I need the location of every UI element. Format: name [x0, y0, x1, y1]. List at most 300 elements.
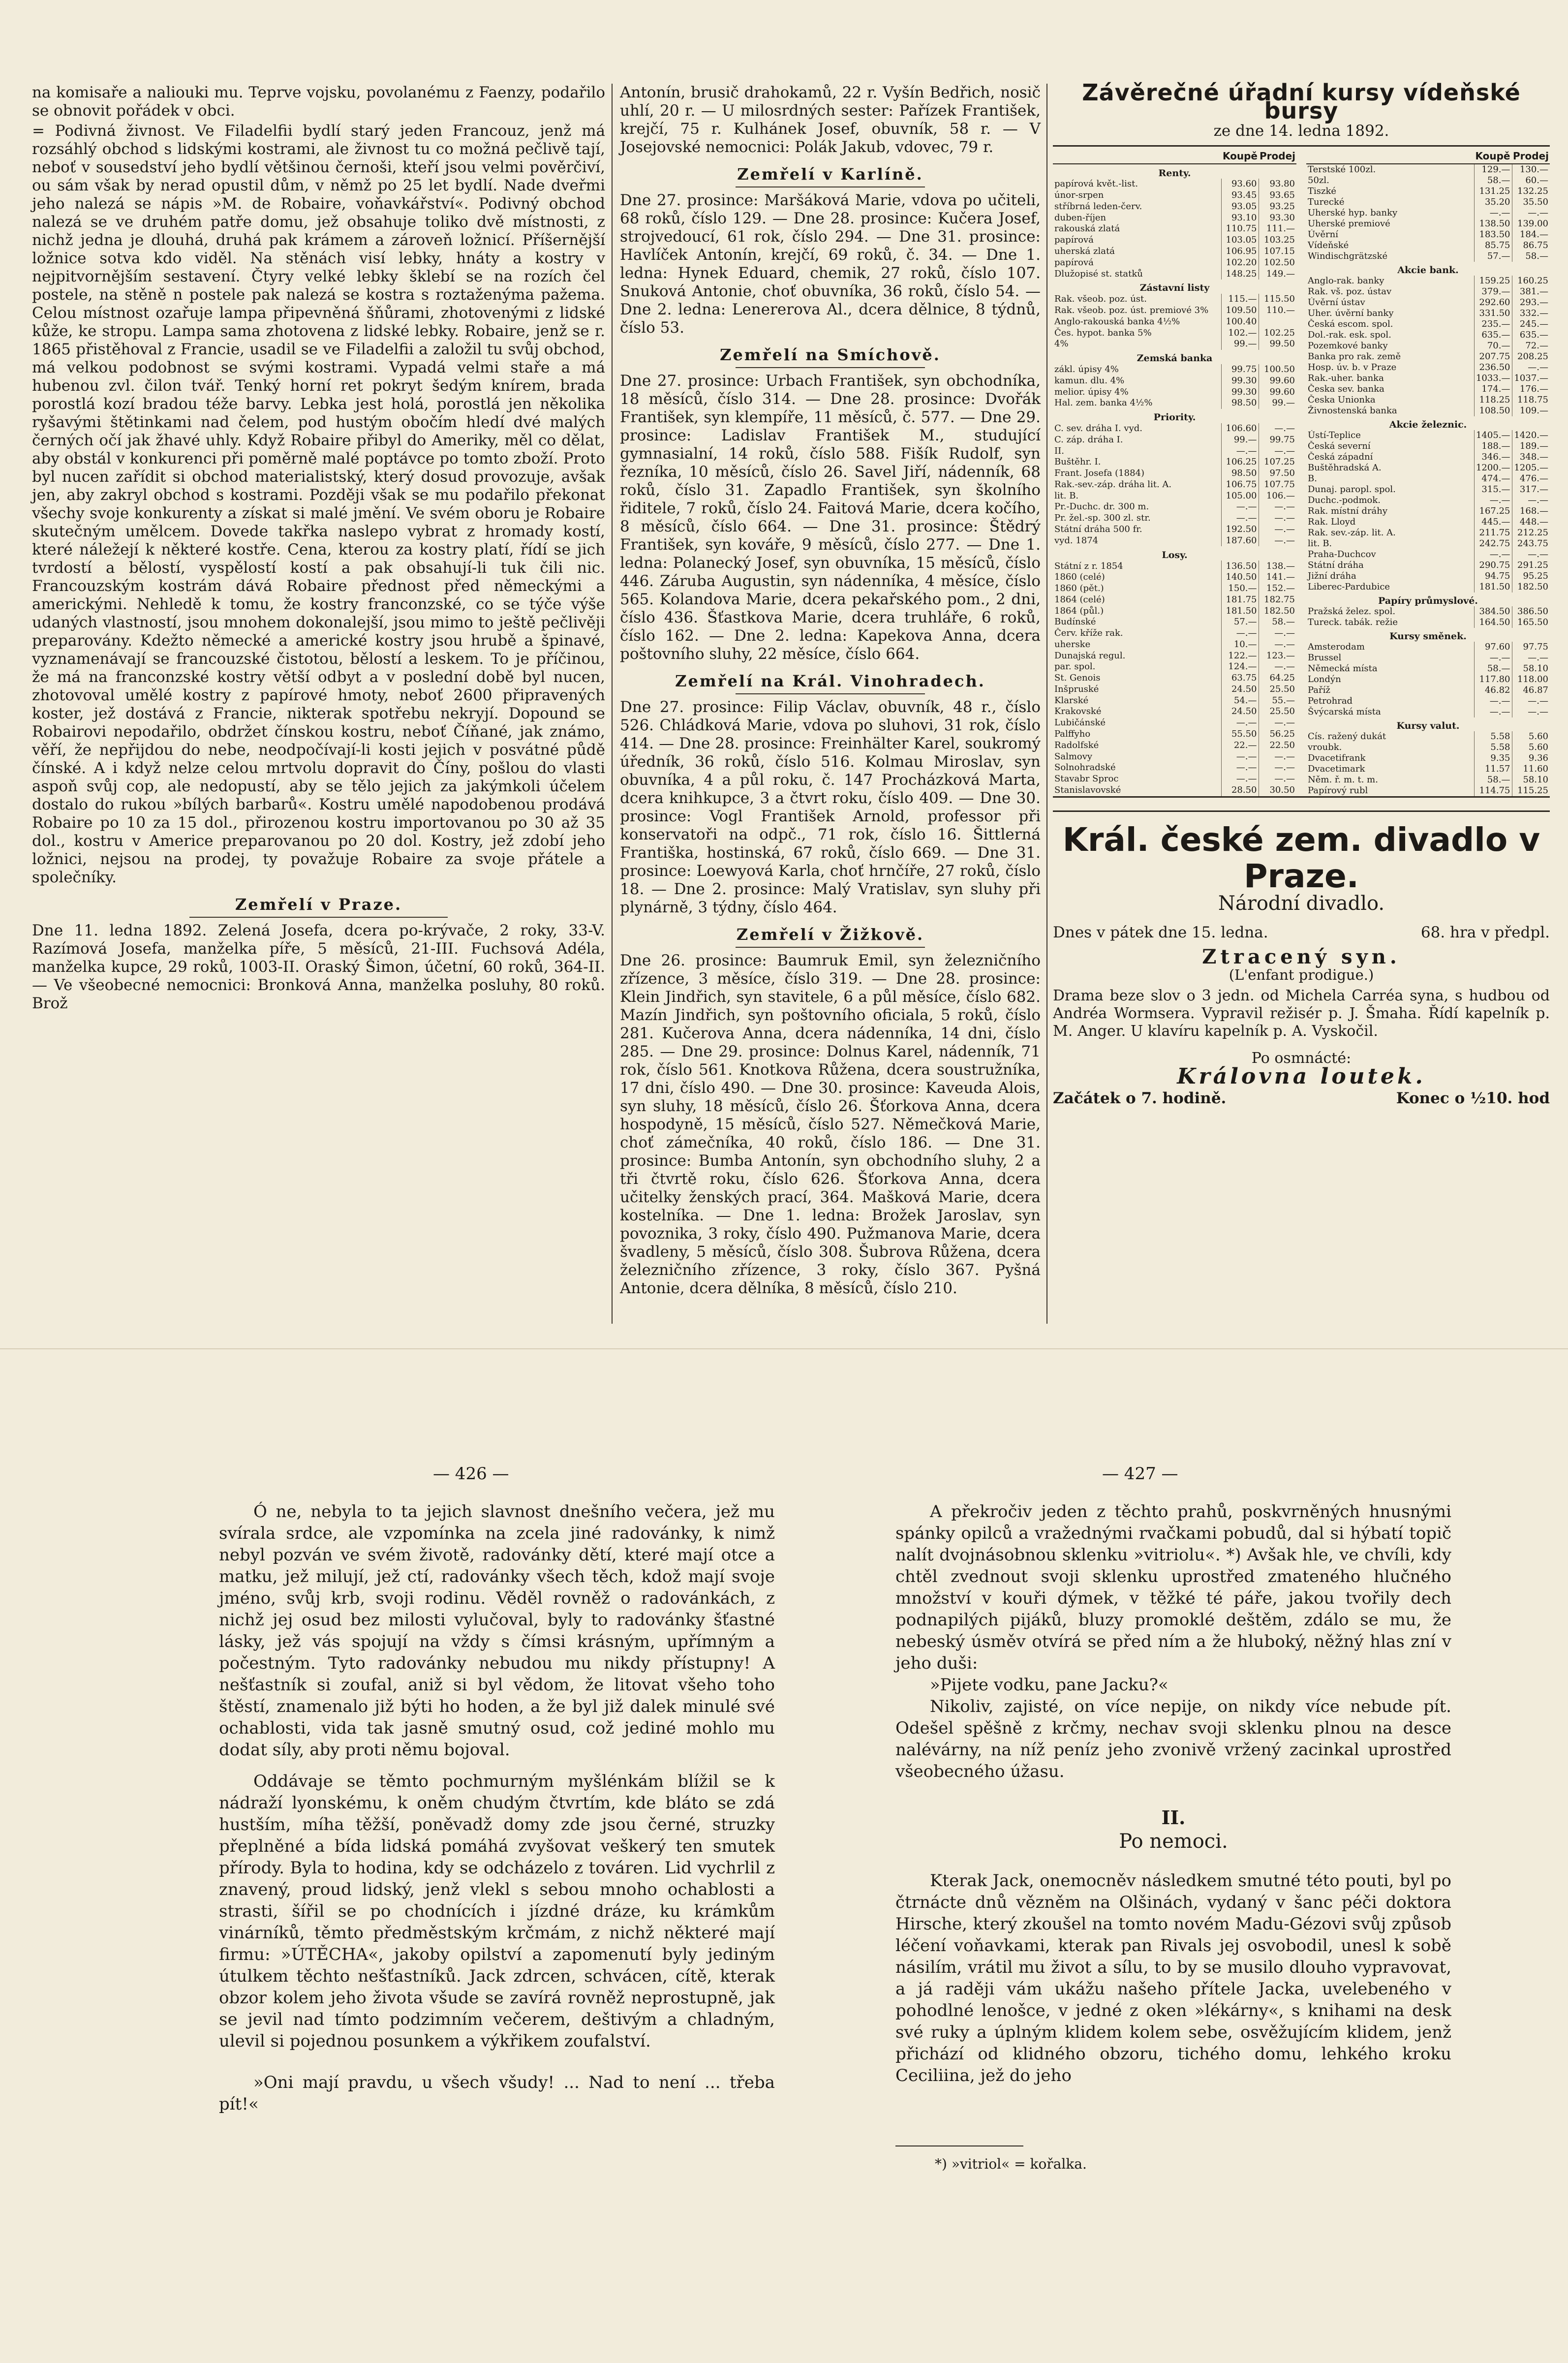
stock-sell-value: —.—: [1259, 535, 1296, 546]
stock-buy-value: 99.—: [1222, 339, 1259, 350]
stock-name: Losy.: [1162, 549, 1188, 560]
stock-name: Pr. žel.-sp. 300 zl. str.: [1054, 513, 1151, 524]
stock-buy-value: 167.25: [1474, 506, 1512, 517]
stock-sell-value: 107.15: [1259, 246, 1296, 257]
page-number-right: — 427 —: [1102, 1464, 1178, 1484]
column-divider: [1046, 84, 1047, 1324]
stock-sell-value: 46.87: [1512, 685, 1550, 696]
stock-buy-value: 99.30: [1222, 375, 1259, 386]
stock-name: Česká escom. spol.: [1308, 319, 1393, 329]
stock-group-header: [1306, 592, 1550, 606]
stock-row: [1306, 441, 1550, 452]
stock-row: [1053, 673, 1296, 684]
stock-name: C. sev. dráha I. vyd.: [1054, 423, 1142, 434]
stock-row: [1053, 774, 1296, 785]
novel-paragraph: »Oni mají pravdu, u všech všudy! ... Nad to není ... třeba pít!«: [219, 2073, 775, 2114]
stock-sell-value: 93.30: [1259, 212, 1296, 223]
stock-row: [1306, 286, 1550, 297]
stock-buy-value: —.—: [1474, 707, 1512, 717]
stock-name: Buštěhradská A.: [1308, 463, 1382, 473]
stock-sell-value: 103.25: [1259, 235, 1296, 246]
stock-buy-value: 70.—: [1474, 341, 1512, 351]
stock-sell-value: —.—: [1512, 208, 1550, 218]
stock-sell-value: 35.50: [1512, 197, 1550, 208]
stock-row: [1306, 164, 1550, 175]
stock-sell-value: 58.—: [1512, 251, 1550, 262]
performance-number: 68. hra v předpl.: [1420, 924, 1550, 941]
stock-sell-value: 11.60: [1512, 764, 1550, 775]
stock-sell-value: —.—: [1259, 661, 1296, 673]
stock-name: vroubk.: [1308, 742, 1342, 752]
stock-sell-value: 22.50: [1259, 740, 1296, 751]
stock-name: Rak. všeob. poz. úst. premiové 3%: [1054, 305, 1209, 316]
stock-name: Něm. ř. m. t. m.: [1308, 775, 1378, 785]
stock-name: Rak. místní dráhy: [1308, 506, 1388, 516]
stock-buy-value: 115.—: [1222, 294, 1259, 305]
stock-row: [1053, 327, 1296, 339]
stock-row: [1053, 762, 1296, 774]
stock-sell-value: 58.10: [1512, 663, 1550, 674]
stock-sell-value: 106.—: [1259, 490, 1296, 501]
stock-row: [1306, 186, 1550, 197]
stock-buy-value: 102.20: [1222, 257, 1259, 268]
stock-row: [1053, 235, 1296, 246]
deaths-intro: Antonín, brusič drahokamů, 22 r. Vyšín Bedřich, nosič uhlí, 20 r. — U milosrdných sester: Pařízek František, krejčí, 75 r. Kulhánek Josef, obuvník, 58 r. — V Josejovské nemocnici: Polák Jakub, vdovec, 79 r.: [620, 84, 1041, 156]
stock-buy-value: 58.—: [1474, 175, 1512, 186]
stock-row: [1053, 684, 1296, 695]
stock-buy-value: 114.75: [1474, 785, 1512, 796]
stock-buy-value: 106.25: [1222, 457, 1259, 468]
stock-name: par. spol.: [1054, 661, 1096, 672]
stock-sell-value: [1259, 316, 1296, 327]
stock-name: Radolfské: [1054, 740, 1099, 750]
stock-sell-value: 149.—: [1259, 268, 1296, 280]
stock-sell-value: 245.—: [1512, 319, 1550, 330]
stock-row: [1053, 617, 1296, 628]
stock-row: [1306, 785, 1550, 796]
performance-line: [1053, 924, 1550, 942]
stock-name: Hal. zem. banka 4½%: [1054, 398, 1153, 408]
stock-sell-value: 168.—: [1512, 506, 1550, 517]
stock-buy-value: 187.60: [1222, 535, 1259, 546]
stock-name: Lubičánské: [1054, 717, 1106, 728]
stock-sell-value: 123.—: [1259, 650, 1296, 661]
stock-sell-value: —.—: [1259, 751, 1296, 762]
stock-sell-value: —.—: [1512, 362, 1550, 373]
stock-name: Uher. úvěrní banky: [1308, 308, 1394, 318]
stock-name: Kursy směnek.: [1389, 631, 1467, 642]
stock-name: Hosp. úv. b. v Praze: [1308, 362, 1397, 373]
stock-name: Papíry průmyslové.: [1378, 595, 1478, 606]
stock-sell-value: —.—: [1259, 762, 1296, 774]
stock-sell-value: 93.25: [1259, 201, 1296, 213]
play-title: Ztracený syn.: [1202, 945, 1401, 968]
stock-buy-value: 105.00: [1222, 490, 1259, 501]
stock-name: Státní dráha 500 fr.: [1054, 524, 1142, 535]
stock-name: Renty.: [1158, 167, 1191, 179]
stock-row: [1053, 583, 1296, 594]
stock-sell-value: 97.50: [1259, 468, 1296, 479]
stock-name: papírová: [1054, 235, 1094, 246]
stock-sell-value: 100.50: [1259, 364, 1296, 375]
stock-sell-value: 152.—: [1259, 583, 1296, 594]
stock-row: [1053, 639, 1296, 651]
stock-sell-value: —.—: [1259, 628, 1296, 639]
stock-name: Inšpruské: [1054, 684, 1099, 694]
stock-name: St. Genois: [1054, 673, 1101, 684]
stock-row: [1053, 706, 1296, 717]
stock-name: Anglo-rakouská banka 4½%: [1054, 316, 1180, 327]
stock-group-header: [1053, 280, 1296, 294]
stock-group-header: [1306, 717, 1550, 731]
stock-name: uherská zlatá: [1054, 246, 1115, 256]
stock-buy-value: 148.25: [1222, 268, 1259, 280]
stock-name: Jižní dráha: [1308, 571, 1356, 581]
stock-name: Dlužopisé st. statků: [1054, 268, 1143, 279]
stock-name: Akcie železnic.: [1389, 419, 1467, 430]
stock-row: [1053, 513, 1296, 524]
stock-name: B.: [1308, 473, 1317, 484]
stock-row: [1053, 223, 1296, 235]
stock-row: [1053, 784, 1296, 796]
stock-buy-value: 93.45: [1222, 190, 1259, 201]
stock-tables: [1053, 145, 1550, 798]
stock-group-header: [1306, 628, 1550, 642]
stock-row: [1306, 473, 1550, 484]
stock-name: Červ. kříže rak.: [1054, 628, 1123, 639]
stock-buy-value: 103.05: [1222, 235, 1259, 246]
stock-name: Tureck. tabák. režie: [1308, 617, 1398, 627]
stock-row: [1053, 246, 1296, 257]
stock-row: [1306, 330, 1550, 341]
novel-paragraph: Kterak Jack, onemocněv následkem smutné této pouti, byl po čtrnácte dnů vězněm na Olšinách, vydaný v šanc péči doktora Hirsche, který zkoušel na tomto novém Madu-Gézovi svůj způsob léčení voňavkami, kterak pan Rivals jej osvobodil, unesl k sobě násilím, vrátil mu život a sílu, to by se musilo dlouho vypravovat, a já raději vám ukážu našeho přítele Jacka, uvelebeného v pohodlné lenošce, v jedné z oken »lékárny«, s knihami na desk své ruky a úplným klidem kolem sebe, osvěžujícím klidem, jenž přichází od klidného obzoru, tichého domu, lehkého kroku Ceciliina, jež do jeho: [895, 1871, 1451, 2085]
stock-buy-value: 124.—: [1222, 661, 1259, 673]
stock-row: [1306, 707, 1550, 717]
stock-buy-value: 1033.—: [1474, 373, 1512, 384]
stock-sell-value: 95.25: [1512, 571, 1550, 582]
stock-name: Česká severní: [1308, 441, 1371, 451]
stock-sell-value: 141.—: [1259, 572, 1296, 583]
stock-name: Tiszké: [1308, 186, 1337, 196]
stock-buy-value: 93.10: [1222, 212, 1259, 223]
stock-name: Pr.-Duchc. dr. 300 m.: [1054, 501, 1149, 512]
stock-row: [1306, 384, 1550, 395]
stock-sell-value: 448.—: [1512, 517, 1550, 528]
stock-row: [1053, 695, 1296, 706]
section-title-karlin: Zemřelí v Karlíně.: [620, 165, 1041, 187]
stock-name: Klarské: [1054, 695, 1089, 706]
stock-sell-value: —.—: [1259, 445, 1296, 457]
stock-row: [1053, 375, 1296, 386]
novel-paragraph: Oddávaje se těmto pochmurným myšlénkám blížil se k nádraží lyonskému, k oněm chudým čtvrtím, kde bláto se zdá hustším, míha těžší, poněvadž domy zde jsou černé, struzky přeplněné a bída lidská pomáhá zvyšovat veškerý ten smutek přírody. Byla to hodina, kdy se odcházelo z továren. Lid vychrlil z znavený, proud lidský, jenž vlekl s sebou mnoho ochablosti a strasti, šířil se po chodnících i jízdné dráze, ku krámkům vinárníků, těmto předměstským krčmám, z nichž některé mají firmu: »ÚTĚCHA«, jakoby opilství a zapomenutí byly jediným útulkem těchto nešťastníků. Jack zdrcen, schvácen, cítě, kterak obzor kolem jeho života všude se zavírá rovněž neprostupně, jak se jevil nad tímto podzimním večerem, deštivým a chladným, ulevil si pojednou posunkem a výkřikem zoufalství.: [219, 1772, 775, 2051]
stock-row: [1306, 674, 1550, 685]
stock-sell-value: 208.25: [1512, 351, 1550, 362]
stock-sell-value: 160.25: [1512, 276, 1550, 286]
col-header-prodej: Prodej: [1259, 149, 1296, 164]
stock-buy-value: 290.75: [1474, 560, 1512, 571]
stock-row: [1053, 457, 1296, 468]
stock-row: [1053, 490, 1296, 501]
stock-buy-value: —.—: [1222, 717, 1259, 729]
stock-buy-value: 136.50: [1222, 560, 1259, 572]
stock-buy-value: 99.—: [1222, 435, 1259, 446]
stock-name: 1864 (půl.): [1054, 605, 1104, 616]
stock-sell-value: 115.50: [1259, 294, 1296, 305]
column-left: [32, 84, 605, 1015]
play-credits: Drama beze slov o 3 jedn. od Michela Carréa syna, s hudbou od Andréa Wormsera. Vypravil režisér p. J. Šmaha. Řídí kapelník p. M. Anger. U klavíru kapelník p. A. Vyskočil.: [1053, 987, 1550, 1040]
stock-sell-value: 102.50: [1259, 257, 1296, 268]
deaths-karlin: Dne 27. prosince: Maršáková Marie, vdova po učiteli, 68 roků, číslo 129. — Dne 28. prosince: Kučera Josef, strojvedoucí, 61 rok, číslo 294. — Dne 31. prosince: Havlíček Antonín, krejčí, 69 roků, č. 34. — Dne 1. ledna: Hynek Eduard, chemik, 27 roků, číslo 107. Snuková Antonie, choť obuvníka, 36 roků, číslo 54. — Dne 2. ledna: Lenererova Al., dcera dělnice, 8 týdnů, číslo 53.: [620, 191, 1041, 337]
stock-buy-value: 207.75: [1474, 351, 1512, 362]
stock-buy-value: 292.60: [1474, 297, 1512, 308]
stock-name: únor-srpen: [1054, 190, 1104, 201]
stock-buy-value: 635.—: [1474, 330, 1512, 341]
stock-buy-value: 164.50: [1474, 617, 1512, 628]
stock-sell-value: 86.75: [1512, 240, 1550, 251]
stock-buy-value: 24.50: [1222, 684, 1259, 695]
section-title-zizkov: Zemřelí v Žižkově.: [620, 926, 1041, 948]
stock-sell-value: 25.50: [1259, 706, 1296, 717]
stock-sell-value: 182.75: [1259, 594, 1296, 605]
stock-name: Windischgrätzské: [1308, 251, 1388, 261]
newspaper-page: [15, 0, 1553, 1348]
stock-name: Státní z r. 1854: [1054, 560, 1123, 571]
stock-name: Solnohradské: [1054, 762, 1116, 773]
stock-buy-value: —.—: [1474, 653, 1512, 663]
stock-name: Česká západní: [1308, 452, 1373, 462]
stock-name: Německá místa: [1308, 663, 1378, 674]
stock-row: [1053, 386, 1296, 398]
stock-sell-value: 189.—: [1512, 441, 1550, 452]
stock-row: [1053, 650, 1296, 661]
stock-name: zákl. úpisy 4%: [1054, 364, 1119, 375]
col-header-koupe: Koupě: [1474, 149, 1512, 164]
stock-sell-value: 93.65: [1259, 190, 1296, 201]
column-divider: [612, 84, 613, 1324]
stock-group-header: [1053, 350, 1296, 364]
stock-buy-value: 106.95: [1222, 246, 1259, 257]
stock-name: Švýcarská místa: [1308, 707, 1381, 717]
stock-sell-value: 107.25: [1259, 457, 1296, 468]
stock-row: [1053, 445, 1296, 457]
stock-name: papírová: [1054, 257, 1094, 268]
stock-name: Turecké: [1308, 197, 1345, 207]
stock-sell-value: —.—: [1259, 423, 1296, 435]
performance-times: [1053, 1089, 1550, 1108]
stock-buy-value: 46.82: [1474, 685, 1512, 696]
stock-name: 1864 (celé): [1054, 594, 1105, 605]
stock-name: Živnostenská banka: [1308, 405, 1397, 416]
stock-buy-value: 93.05: [1222, 201, 1259, 213]
stock-name: Anglo-rak. banky: [1308, 276, 1384, 286]
stock-row: [1053, 364, 1296, 375]
section-title-smichov: Zemřelí na Smíchově.: [620, 346, 1041, 368]
stock-row: [1053, 628, 1296, 639]
stock-name: Dol.-rak. esk. spol.: [1308, 330, 1391, 340]
stock-name: Stavabr Sproc: [1054, 774, 1119, 784]
page-number-left: — 426 —: [433, 1464, 509, 1484]
stock-name: Petrohrad: [1308, 696, 1353, 706]
stock-row: [1053, 717, 1296, 729]
stock-buy-value: 118.25: [1474, 395, 1512, 405]
stock-row: [1053, 212, 1296, 223]
stock-name: Banka pro rak. země: [1308, 351, 1401, 362]
stock-buy-value: 129.—: [1474, 164, 1512, 175]
stock-row: [1053, 479, 1296, 491]
theatre-program: [1053, 810, 1550, 1108]
stock-sell-value: —.—: [1512, 653, 1550, 663]
stock-row: [1306, 208, 1550, 218]
stock-buy-value: —.—: [1222, 501, 1259, 513]
stock-sell-value: 30.50: [1259, 784, 1296, 796]
stock-name: kamun. dlu. 4%: [1054, 375, 1125, 386]
stock-group-header: [1306, 262, 1550, 276]
stock-group-header: [1053, 546, 1296, 560]
deaths-smichov: Dne 27. prosince: Urbach František, syn obchodníka, 18 měsíců, číslo 314. — Dne 28. prosince: Dvořák František, syn klempíře, 11 měsíců, č. 577. — Dne 29. prosince: Ladislav František M., studující gymnasialní, 14 roků, číslo 588. Fišík Rudolf, syn řezníka, 10 měsíců, číslo 26. Savel Jiří, nádenník, 68 roků, číslo 31. Zapadlo František, syn školního řiditele, 7 roků, číslo 24. Faitová Marie, dcera kočího, 8 měsíců, číslo 664. — Dne 31. prosince: Štědrý František, syn kováře, 9 měsíců, číslo 277. — Dne 1. ledna: Polanecký Josef, syn obuvníka, 15 měsíců, číslo 446. Záruba Augustin, syn nádenníka, 4 měsíce, číslo 565. Kolandova Marie, dcera pekařského pom., 2 dni, číslo 436. Šťastkova Marie, dcera truhláře, 6 roků, číslo 162. — Dne 2. ledna: Kapekova Anna, dcera poštovního sluhy, 22 měsíce, číslo 664.: [620, 372, 1041, 663]
stock-name: Palffyho: [1054, 729, 1091, 740]
stock-sell-value: 55.—: [1259, 695, 1296, 706]
stock-sell-value: 99.50: [1259, 339, 1296, 350]
stock-name: II.: [1054, 445, 1064, 456]
footnote: *) »vitriol« = kořalka.: [935, 2156, 1087, 2172]
stock-buy-value: 94.75: [1474, 571, 1512, 582]
stock-buy-value: —.—: [1222, 513, 1259, 524]
stock-row: [1053, 398, 1296, 409]
stock-row: [1306, 506, 1550, 517]
stock-sell-value: 243.75: [1512, 538, 1550, 549]
stock-buy-value: 55.50: [1222, 729, 1259, 740]
stock-buy-value: 28.50: [1222, 784, 1259, 796]
stock-group-header: [1053, 164, 1296, 179]
stock-buy-value: —.—: [1222, 751, 1259, 762]
stock-row: [1306, 753, 1550, 764]
stock-sell-value: —.—: [1512, 696, 1550, 707]
stock-row: [1306, 308, 1550, 319]
stock-row: [1053, 572, 1296, 583]
stock-row: [1306, 528, 1550, 538]
stock-name: vyd. 1874: [1054, 535, 1099, 546]
stock-sell-value: —.—: [1512, 549, 1550, 560]
stock-sell-value: —.—: [1259, 774, 1296, 785]
stock-name: Rak.-sev.-záp. dráha lit. A.: [1054, 479, 1172, 490]
novel-paragraph: »Pijete vodku, pane Jacku?«: [930, 1675, 1168, 1695]
stock-name: duben-říjen: [1054, 212, 1107, 223]
stock-sell-value: 1205.—: [1512, 463, 1550, 473]
stock-row: [1306, 582, 1550, 592]
article-podivna-zivnost: = Podivná živnost. Ve Filadelfii bydlí starý jeden Francouz, jenž má rozsáhlý obchod s lidskými kostrami, ale živnost tu co možná pečlivě tají, neboť v sousedství jeho bydlí většinou černoši, kteří jsou velmi pověrčiví, ou sám však by nerad opustil dům, v němž po 25 let bydlí. Nade dveřmi jeho nalezá se nápis »M. de Robaire, voňavkářství«. Podivný obchod nalezá se ve druhém patře domu, jež obsahuje toliko dvě místnosti, z nichž jedna je dlouhá, druhá pak krámem a zároveň ložnicí. Příšernější ložnice sotva kdo viděl. Na stěnách visí lebky, hnáty a kostry v nejpitvornějším sestavení. Čtyry velké lebky šklebí se na rozích čel postele, na stěně n postele pak nalezá se kostra s roztaženýma pažema. Celou místnost ozařuje lampa připevněná šňůrami, zhotovenými z lidské kůže, ke stropu. Lampa sama zhotovena z lidské lebky. Robaire, jenž se r. 1865 přistěhoval z Francie, usadil se ve Filadelfii a založil tu svůj obchod, má velkou podobnost se svými kostrami. Vypadá velmi staře a má hubenou zvl. čilon tvář. Tenký horní ret pokryt šedým knírem, brada porostlá kozí bradou téže barvy. Lebka jest holá, porostlá jen několika ryšavými štětinkami nad čelem, pod hustým obočím hledí dvé malých černých očí jak žhavé uhly. Když Robaire přibyl do Ameriky, měl co dělat, aby obstál v konkurenci při poměrně malé poptávce po tomto zboží. Proto byl nucen zařídit si obchod materialistský, který dosud provozuje, avšak jen, aby zakryl obchod s kostrami. Později však se mu podařilo překonat všechy svoje konkurenty a získat si malé jmění. Ve svém oboru je Robaire skutečným umělcem. Dovede takřka naslepo vybrat z hromady kostí, které náležejí k některé kostře. Cena, kterou za kostry platí, řídí se jich tvrdostí a bělostí, vyspělostí kostí a pak obsahují-li tuk čili nic. Francouzským kostrám dává Robaire přednost před německými a americkými. Nehledě k tomu, že kostry franconzské, co se týče výše udaných vlastností, jsou mnohem dokonalejší, jsou mimo to ještě pečlivěji preparovány. Kdežto německé a americké kostry jsou hrubě a špinavé, vyznamenávají se francouzské čistotou, bělostí a leskem. To je příčinou, že má na franconzské kostry větší odbyt a v poslední době byl nucen, zhotovoval umělé kostry z papírové hmoty, neboť 2600 připravených koster, jež dostává z Francie, nikterak spotřebu nekryjí. Dopound se Robairovi nepodařilo, obdržet čínskou kostru, neboť Číňané, jak známo, věří, že nepřijdou do nebe, neodpočívají-li kosti jejich v posvátné půdě čínské. A i když nelze celou mrtvolu dopravit do Číny, pošlou do vlasti aspoň svůj cop, ale nedopustí, aby se tělo jejich za jakýmkoli účelem dostalo do rukou »bílých barbarů«. Kostru umělé napodobenou prodává Robaire po 10 za 15 dol., přirozenou kostru importovanou po 30 až 35 dol., kostru v Americe preparovanou po 20 dol. Kostry, jež zdobí jeho ložnici, nejsou na prodej, ty považuje Robaire za svoje přátele a společníky.: [32, 122, 605, 886]
stock-sell-value: 111.—: [1259, 223, 1296, 235]
stock-buy-value: 99.30: [1222, 386, 1259, 398]
stock-row: [1306, 696, 1550, 707]
column-middle: [620, 84, 1041, 1300]
stock-buy-value: 100.40: [1222, 316, 1259, 327]
stock-sell-value: —.—: [1512, 495, 1550, 506]
stock-row: [1306, 351, 1550, 362]
stock-row: [1306, 742, 1550, 753]
stock-name: Rak. Lloyd: [1308, 517, 1356, 527]
stock-buy-value: —.—: [1222, 628, 1259, 639]
stock-buy-value: 57.—: [1474, 251, 1512, 262]
stock-buy-value: 10.—: [1222, 639, 1259, 651]
stock-name: stříbrná leden-červ.: [1054, 201, 1142, 212]
stock-row: [1306, 297, 1550, 308]
end-time: Konec o ½10. hod: [1396, 1089, 1550, 1107]
col-header-koupe: Koupě: [1222, 149, 1259, 164]
news-snippet: na komisaře a naliouki mu. Teprve vojsku, povolanému z Faenzy, podařilo se obnovit pořádek v obci.: [32, 84, 605, 120]
stock-sell-value: —.—: [1259, 639, 1296, 651]
stock-row: [1053, 605, 1296, 617]
stock-row: [1306, 495, 1550, 506]
stock-buy-value: 474.—: [1474, 473, 1512, 484]
stock-buy-value: 150.—: [1222, 583, 1259, 594]
stock-name: 4%: [1054, 339, 1069, 349]
stock-sell-value: 102.25: [1259, 327, 1296, 339]
stock-buy-value: 54.—: [1222, 695, 1259, 706]
stock-name: Dvacetifrank: [1308, 753, 1366, 763]
stock-name: papírová květ.-list.: [1054, 179, 1138, 189]
stock-buy-value: 5.58: [1474, 731, 1512, 742]
stock-name: 50zl.: [1308, 175, 1329, 186]
stock-sell-value: 58.10: [1512, 775, 1550, 785]
stock-buy-value: —.—: [1474, 495, 1512, 506]
stock-buy-value: 24.50: [1222, 706, 1259, 717]
stock-row: [1306, 560, 1550, 571]
stock-sell-value: 118.75: [1512, 395, 1550, 405]
stock-name: C. záp. dráha I.: [1054, 434, 1123, 445]
stock-name: Buštěhr. I.: [1054, 457, 1101, 467]
stock-row: [1306, 251, 1550, 262]
stock-sell-value: 139.00: [1512, 218, 1550, 229]
stock-name: Duchc.-podmok.: [1308, 495, 1381, 505]
stock-sell-value: 1037.—: [1512, 373, 1550, 384]
chapter-number: II.: [1161, 1806, 1186, 1829]
stock-name: Amsterodam: [1308, 642, 1365, 652]
stock-buy-value: 138.50: [1474, 218, 1512, 229]
stock-sell-value: 64.25: [1259, 673, 1296, 684]
stock-name: Kursy valut.: [1396, 720, 1460, 731]
stock-sell-value: 182.50: [1512, 582, 1550, 592]
stock-buy-value: 140.50: [1222, 572, 1259, 583]
stock-table-right: [1306, 149, 1550, 796]
stock-buy-value: 58.—: [1474, 663, 1512, 674]
stock-name: Uherské hyp. banky: [1308, 208, 1398, 218]
stock-buy-value: 183.50: [1474, 229, 1512, 240]
stock-group-header: [1306, 416, 1550, 430]
stock-row: [1053, 339, 1296, 350]
next-play: Královna loutek.: [1177, 1064, 1426, 1089]
stock-buy-value: 188.—: [1474, 441, 1512, 452]
stock-row: [1306, 663, 1550, 674]
stock-buy-value: 102.—: [1222, 327, 1259, 339]
stock-row: [1306, 571, 1550, 582]
stock-name: Praha-Duchcov: [1308, 549, 1376, 560]
stock-exchange-date: ze dne 14. ledna 1892.: [1213, 122, 1389, 140]
stock-name: Cís. ražený dukát: [1308, 731, 1386, 742]
stock-sell-value: 99.—: [1259, 398, 1296, 409]
stock-name: Zástavní listy: [1139, 282, 1210, 294]
stock-buy-value: 110.75: [1222, 223, 1259, 235]
stock-buy-value: 5.58: [1474, 742, 1512, 753]
stock-name: Uherské premiové: [1308, 218, 1390, 229]
stock-sell-value: 99.75: [1259, 435, 1296, 446]
stock-name: lit. B.: [1054, 490, 1079, 501]
stock-sell-value: 60.—: [1512, 175, 1550, 186]
stock-buy-value: 57.—: [1222, 617, 1259, 628]
stock-row: [1306, 319, 1550, 330]
deaths-vinohrady: Dne 27. prosince: Filip Václav, obuvník, 48 r., číslo 526. Chládková Marie, vdova po sluhovi, 31 rok, číslo 414. — Dne 28. prosince: Freinhälter Karel, soukromý úředník, 36 roků, číslo 516. Kolmau Miroslav, syn obuvníka, 4 a půl roku, č. 147 Procházková Marta, dcera knihkupce, 3 a čtvrt roku, číslo 409. — Dne 30. prosince: Vogl František Arnold, professor při konservatoři na odpč., 71 rok, číslo 16. Šittlerná Františka, hostinská, 67 roků, číslo 669. — Dne 31. prosince: Loewyová Karla, choť hrnčíře, 27 roků, číslo 18. — Dne 2. prosince: Malý Vratislav, syn sluhy při plynárně, 3 týdny, číslo 464.: [620, 698, 1041, 916]
stock-sell-value: 72.—: [1512, 341, 1550, 351]
stock-name: Frant. Josefa (1884): [1054, 468, 1145, 479]
